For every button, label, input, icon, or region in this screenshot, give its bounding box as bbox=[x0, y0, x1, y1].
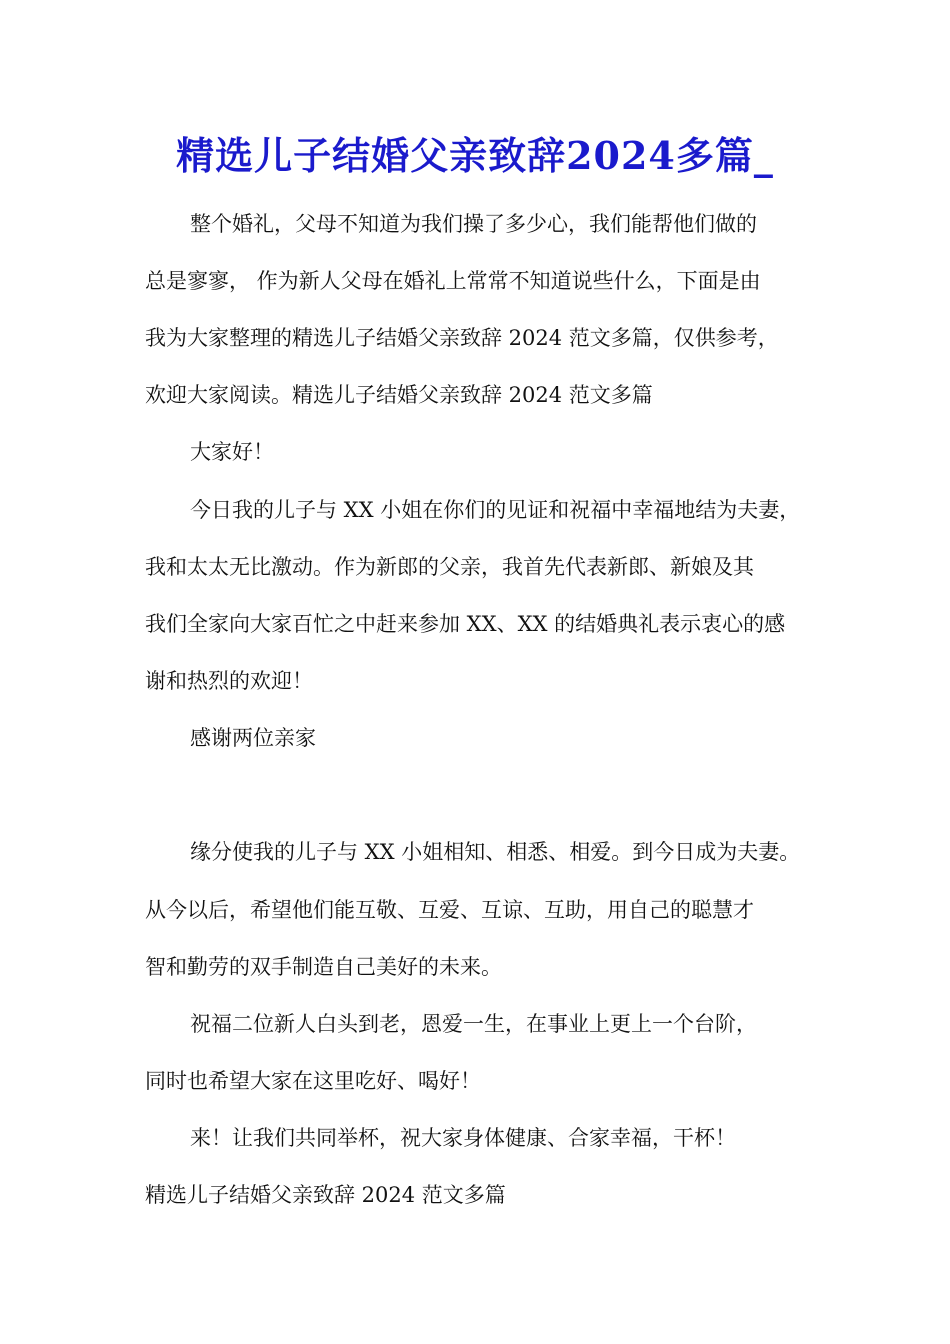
paragraph-line: 我为大家整理的精选儿子结婚父亲致辞 2024 范文多篇，仅供参考， bbox=[145, 326, 779, 350]
paragraph-line: 我和太太无比激动。作为新郎的父亲，我首先代表新郎、新娘及其 bbox=[145, 555, 754, 579]
paragraph-line: 大家好！ bbox=[190, 440, 274, 464]
paragraph-line: 谢和热烈的欢迎！ bbox=[145, 669, 313, 693]
paragraph-line: 今日我的儿子与 XX 小姐在你们的见证和祝福中幸福地结为夫妻， bbox=[190, 498, 801, 522]
paragraph-line: 感谢两位亲家 bbox=[190, 726, 316, 750]
paragraph-line: 从今以后，希望他们能互敬、互爱、互谅、互助，用自己的聪慧才 bbox=[145, 898, 754, 922]
paragraph-line: 整个婚礼，父母不知道为我们操了多少心，我们能帮他们做的 bbox=[190, 212, 757, 236]
paragraph-line: 精选儿子结婚父亲致辞 2024 范文多篇 bbox=[145, 1183, 506, 1207]
paragraph-line: 智和勤劳的双手制造自己美好的未来。 bbox=[145, 955, 502, 979]
paragraph-line: 我们全家向大家百忙之中赶来参加 XX、XX 的结婚典礼表示衷心的感 bbox=[145, 612, 786, 636]
paragraph-line: 来！让我们共同举杯，祝大家身体健康、合家幸福，干杯！ bbox=[190, 1126, 736, 1150]
paragraph-line: 总是寥寥， 作为新人父母在婚礼上常常不知道说些什么，下面是由 bbox=[145, 269, 761, 293]
paragraph-line: 同时也希望大家在这里吃好、喝好！ bbox=[145, 1069, 481, 1093]
paragraph-line: 祝福二位新人白头到老，恩爱一生，在事业上更上一个台阶， bbox=[190, 1012, 757, 1036]
document-title: 精选儿子结婚父亲致辞2024多篇_ bbox=[176, 133, 774, 178]
paragraph-line: 缘分使我的儿子与 XX 小姐相知、相悉、相爱。到今日成为夫妻。 bbox=[190, 840, 801, 864]
paragraph-line: 欢迎大家阅读。精选儿子结婚父亲致辞 2024 范文多篇 bbox=[145, 383, 653, 407]
